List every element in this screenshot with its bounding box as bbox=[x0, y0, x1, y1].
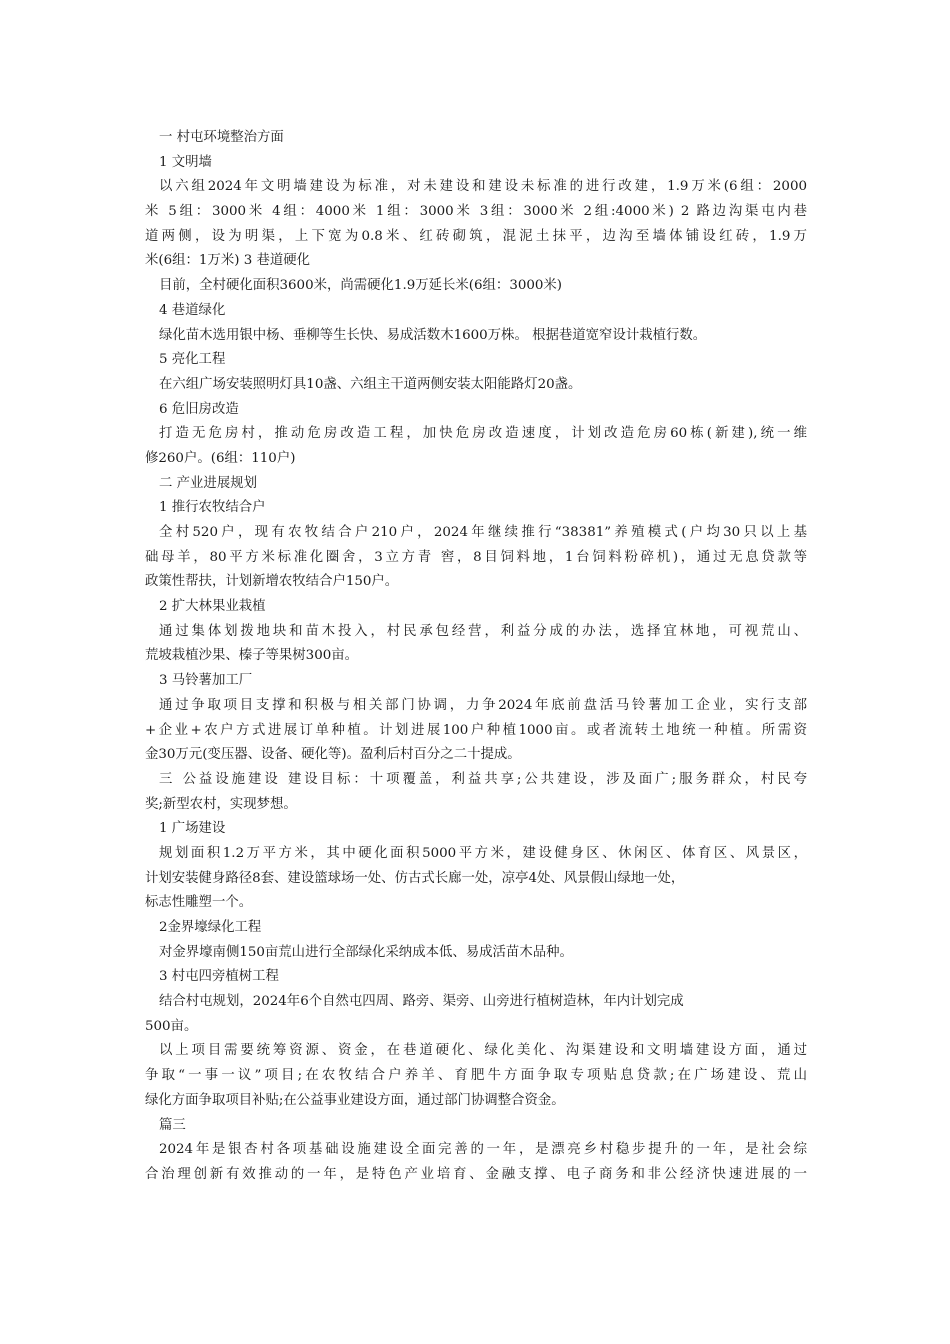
text-line: 2 扩大林果业栽植 bbox=[159, 599, 266, 615]
text-line: 以六组2024年文明墙建设为标准，对未建设和建设未标准的进行改建，1.9万米(6组：2000 bbox=[159, 179, 807, 195]
text-line: 米(6组：1万米) 3 巷道硬化 bbox=[145, 253, 311, 269]
document-body bbox=[145, 126, 807, 1188]
text-line: 目前，全村硬化面积3600米，尚需硬化1.9万延长米(6组：3000米) bbox=[159, 278, 563, 294]
text-line: +企业+农户方式进展订单种植。计划进展100户种植1000亩。或者流转土地统一种植。所需资 bbox=[145, 722, 807, 738]
text-line: 1 广场建设 bbox=[159, 821, 226, 837]
text-line: 通过集体划拨地块和苗木投入，村民承包经营，利益分成的办法，选择宜林地，可视荒山、 bbox=[159, 623, 807, 639]
text-line: 政策性帮扶，计划新增农牧结合户150户。 bbox=[145, 574, 399, 590]
text-line: 一 村屯环境整治方面 bbox=[159, 130, 284, 145]
text-line: 合治理创新有效推动的一年，是特色产业培育、金融支撑、电子商务和非公经济快速进展的一 bbox=[145, 1166, 807, 1182]
text-line: 奖;新型农村，实现梦想。 bbox=[145, 796, 297, 812]
text-line: 础母羊，80平方米标准化圈舍，3立方青 窖，8目饲料地，1台饲料粉碎机)，通过无息贷款等 bbox=[145, 549, 807, 565]
text-line: 打造无危房村，推动危房改造工程，加快危房改造速度，计划改造危房60栋(新建),统一维 bbox=[159, 426, 807, 442]
text-line: 1 文明墙 bbox=[159, 154, 212, 170]
text-line: 标志性雕塑一个。 bbox=[145, 895, 253, 911]
text-line: 4 巷道绿化 bbox=[159, 302, 226, 318]
text-line: 争取“一事一议”项目;在农牧结合户养羊、育肥牛方面争取专项贴息贷款;在广场建设、荒山 bbox=[145, 1068, 807, 1084]
text-line: 2024年是银杏村各项基础设施建设全面完善的一年，是漂亮乡村稳步提升的一年，是社会综 bbox=[159, 1142, 807, 1158]
text-line: 荒坡栽植沙果、榛子等果树300亩。 bbox=[145, 648, 359, 664]
text-line: 1 推行农牧结合户 bbox=[159, 500, 266, 516]
text-line: 计划安装健身路径8套、建设篮球场一处、仿古式长廊一处，凉亭4处、风景假山绿地一处， bbox=[145, 870, 685, 886]
text-line: 金30万元(变压器、设备、硬化等)。盈利后村百分之二十提成。 bbox=[145, 747, 521, 763]
text-line: 5 亮化工程 bbox=[159, 352, 226, 368]
text-line: 结合村屯规划，2024年6个自然屯四周、路旁、渠旁、山旁进行植树造林，年内计划完成 bbox=[159, 994, 684, 1010]
text-line: 对金界壕南侧150亩荒山进行全部绿化采纳成本低、易成活苗木品种。 bbox=[159, 944, 573, 960]
text-line: 在六组广场安装照明灯具10盏、六组主干道两侧安装太阳能路灯20盏。 bbox=[159, 376, 582, 392]
text-line: 三 公益设施建设 建设目标：十项覆盖，利益共享;公共建设，涉及面广;服务群众，村民夸 bbox=[159, 771, 807, 787]
text-line: 绿化苗木选用银中杨、垂柳等生长快、易成活数木1600万株。 根据巷道宽窄设计栽植行数。 bbox=[159, 327, 707, 343]
text-line: 修260户。(6组：110户) bbox=[145, 450, 296, 466]
text-line: 500亩。 bbox=[145, 1018, 198, 1034]
text-line: 二 产业进展规划 bbox=[159, 475, 257, 491]
text-line: 2金界壕绿化工程 bbox=[159, 920, 262, 935]
text-line: 通过争取项目支撑和积极与相关部门协调，力争2024年底前盘活马铃薯加工企业，实行支部 bbox=[159, 697, 807, 713]
text-line: 道两侧，设为明渠，上下宽为0.8米、红砖砌筑，混泥土抹平，边沟至墙体铺设红砖，1.9万 bbox=[145, 228, 807, 244]
text-line: 规划面积1.2万平方米，其中硬化面积5000平方米，建设健身区、休闲区、体育区、风景区， bbox=[159, 845, 807, 861]
text-line: 以上项目需要统筹资源、资金，在巷道硬化、绿化美化、沟渠建设和文明墙建设方面，通过 bbox=[159, 1043, 807, 1059]
text-line: 全村520户，现有农牧结合户210户，2024年继续推行“38381”养殖模式(户均30只以上基 bbox=[159, 525, 807, 540]
text-line: 米 5组：3000米 4组：4000米 1组：3000米 3组：3000米 2组:4000米) 2 路边沟渠屯内巷 bbox=[145, 204, 807, 220]
text-line: 篇三 bbox=[159, 1117, 186, 1133]
text-line: 3 马铃薯加工厂 bbox=[159, 673, 253, 689]
text-line: 3 村屯四旁植树工程 bbox=[159, 969, 279, 985]
text-line: 6 危旧房改造 bbox=[159, 401, 239, 417]
text-line: 绿化方面争取项目补贴;在公益事业建设方面，通过部门协调整合资金。 bbox=[145, 1092, 565, 1108]
